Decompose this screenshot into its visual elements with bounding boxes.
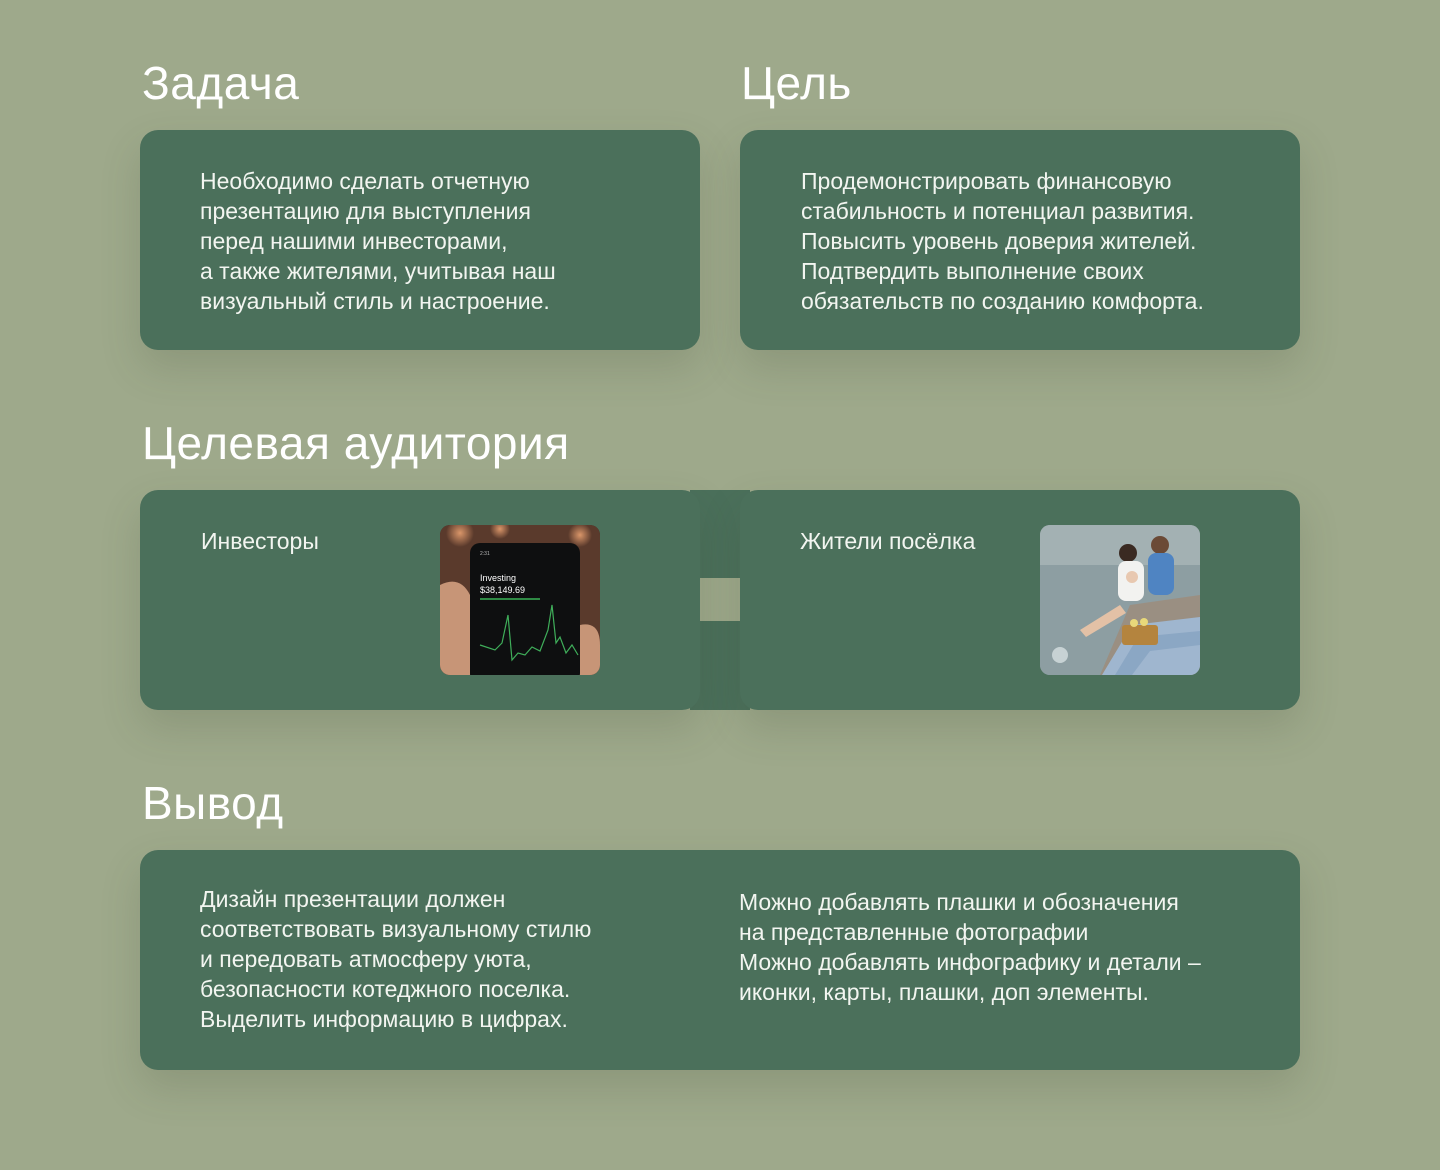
conclusion-right-text: Можно добавлять плашки и обозначения на представленные фотографии Можно добавлять инфографику и детали – иконки, карты, плашки, доп элементы. (739, 889, 1201, 1005)
residents-card (740, 490, 1300, 710)
conclusion-heading: Вывод (142, 777, 284, 829)
conclusion-card (140, 850, 1300, 1070)
goal-text: Продемонстрировать финансовую стабильность и потенциал развития. Повысить уровень доверия жителей. Подтвердить выполнение своих обязательств по созданию комфорта. (801, 168, 1204, 314)
goal-card (740, 130, 1300, 350)
goal-heading: Цель (741, 57, 852, 109)
phone-app-title: Investing (480, 573, 517, 583)
investors-card (140, 490, 700, 710)
conclusion-left-text: Дизайн презентации должен соответствовать визуальному стилю и передовать атмосферу уюта, безопасности котеджного поселка. Выделить информацию в цифрах. (200, 886, 592, 1032)
family-lake-image (1040, 525, 1200, 675)
task-card (140, 130, 700, 350)
residents-photo (1040, 525, 1200, 675)
phone-time: 2:31 (480, 551, 490, 557)
investors-photo (440, 525, 600, 675)
phone-amount: $38,149.69 (480, 585, 526, 595)
investors-label: Инвесторы (201, 528, 319, 554)
phone-investing-image (440, 525, 600, 675)
residents-label: Жители посёлка (800, 528, 976, 554)
task-heading: Задача (142, 57, 300, 109)
audience-heading: Целевая аудитория (142, 417, 570, 469)
task-text: Необходимо сделать отчетную презентацию для выступления перед нашими инвесторами, а также жителями, учитывая наш визуальный стиль и настроение. (200, 168, 556, 314)
